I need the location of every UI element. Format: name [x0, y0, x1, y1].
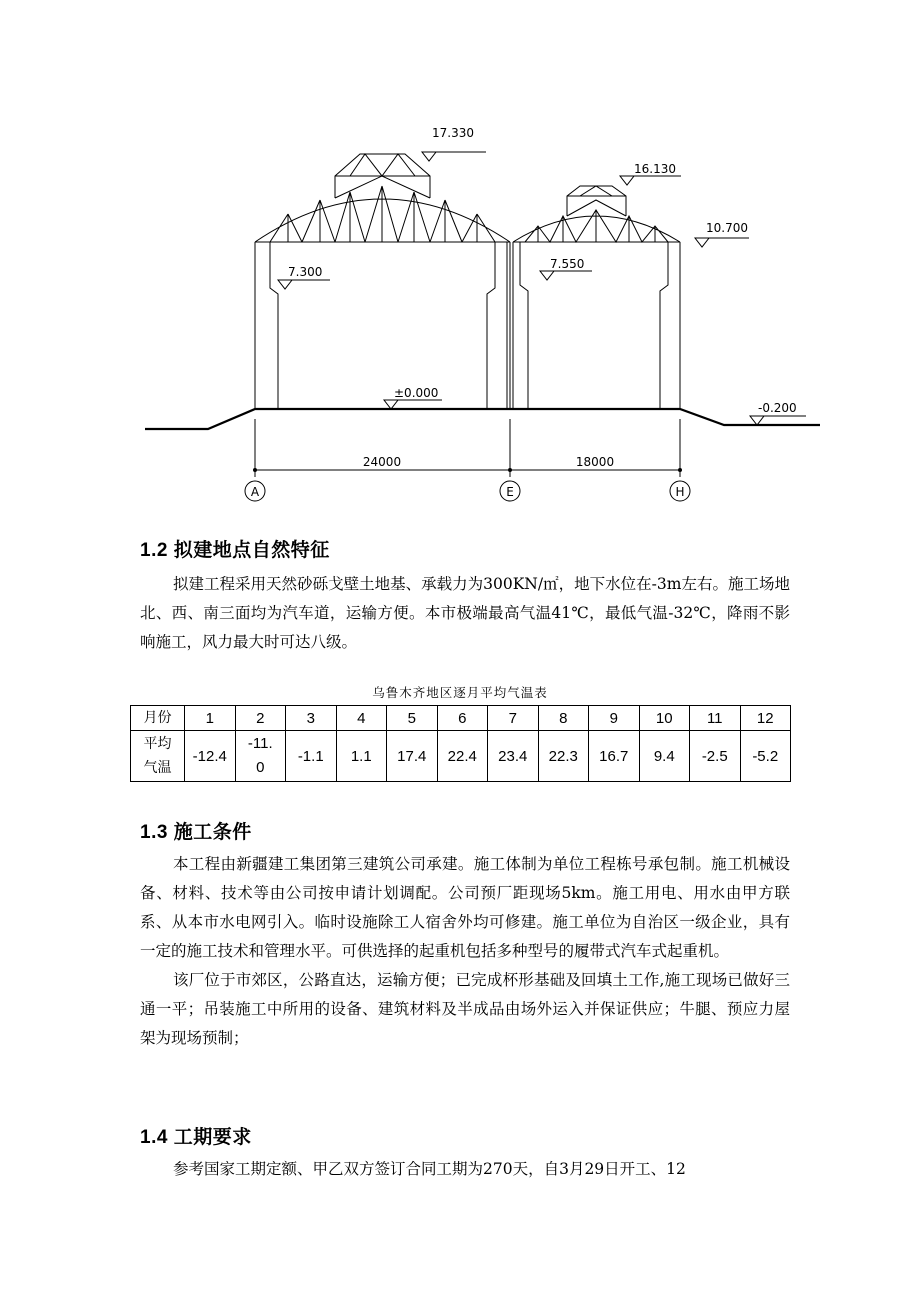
table-cell: 23.4 [488, 731, 539, 782]
table-cell: 5 [387, 706, 438, 731]
table-cell: 22.4 [437, 731, 488, 782]
right-truss [513, 210, 680, 242]
grid-axis-label: A [250, 485, 260, 499]
table-cell: -2.5 [690, 731, 741, 782]
table-row [131, 706, 791, 731]
elevation-label: 7.550 [550, 257, 585, 271]
table-cell: 4 [336, 706, 387, 731]
elevation-label: 16.130 [634, 162, 676, 176]
table-cell: 7 [488, 706, 539, 731]
section-heading: 1.3 施工条件 [140, 822, 252, 843]
table-cell: 1.1 [336, 731, 387, 782]
table-cell: 17.4 [387, 731, 438, 782]
table-cell: -5.2 [740, 731, 791, 782]
elevation-label: -0.200 [758, 401, 797, 415]
table-cell: 10 [639, 706, 690, 731]
dimension-line [255, 419, 680, 477]
paragraph: 拟建工程采用天然砂砾戈壁土地基、承载力为300KN/㎡，地下水位在-3m左右。施工场地北、西、南三面均为汽车道，运输方便。本市极端最高气温41℃，最低气温-32℃，降雨不影响施工，风力最大时可达八级。 [140, 575, 790, 651]
table-cell: 3 [286, 706, 337, 731]
ground-line [145, 409, 820, 429]
section-body [140, 1155, 790, 1184]
elevation-label: 7.300 [288, 265, 323, 279]
table-cell: 2 [235, 706, 286, 731]
temperature-table [130, 705, 791, 782]
table-cell: 16.7 [589, 731, 640, 782]
table-cell: 1 [185, 706, 236, 731]
table-cell: -12.4 [185, 731, 236, 782]
table-cell: 8 [538, 706, 589, 731]
elevation-label: 17.330 [432, 126, 474, 140]
table-cell: 6 [437, 706, 488, 731]
table-cell: 9 [589, 706, 640, 731]
elevation-label: ±0.000 [394, 386, 439, 400]
table-cell: -1.1 [286, 731, 337, 782]
table-cell: 11 [690, 706, 741, 731]
elevation-label: 10.700 [706, 221, 748, 235]
left-truss [255, 186, 510, 242]
dimension-label: 24000 [362, 455, 402, 469]
table-cell: 12 [740, 706, 791, 731]
section-heading: 1.2 拟建地点自然特征 [140, 540, 330, 561]
table-row [131, 731, 791, 782]
paragraph: 该厂位于市郊区，公路直达，运输方便；已完成杯形基础及回填土工作,施工现场已做好三通一平；吊装施工中所用的设备、建筑材料及半成品由场外运入并保证供应；牛腿、预应力屋架为现场预制； [140, 971, 790, 1047]
paragraph: 参考国家工期定额、甲乙双方签订合同工期为270天，自3月29日开工、12 [173, 1160, 686, 1178]
table-cell: 22.3 [538, 731, 589, 782]
building-section-drawing [140, 118, 820, 510]
section-heading: 1.4 工期要求 [140, 1127, 252, 1148]
table-cell: 9.4 [639, 731, 690, 782]
right-bay-outline [513, 242, 680, 409]
row-header: 平均气温 [131, 731, 185, 782]
grid-axis-label: E [506, 485, 514, 499]
paragraph: 本工程由新疆建工集团第三建筑公司承建。施工体制为单位工程栋号承包制。施工机械设备、材料、技术等由公司按申请计划调配。公司预厂距现场5km。施工用电、用水由甲方联系、从本市水电网引入。临时设施除工人宿舍外均可修建。施工单位为自治区一级企业，具有一定的施工技术和管理水平。可供选择的起重机包括多种型号的履带式汽车式起重机。 [140, 855, 790, 960]
section-body [140, 850, 790, 1053]
grid-axis-label: H [675, 485, 685, 499]
row-header: 月份 [131, 706, 185, 731]
section-body [140, 570, 790, 657]
table-cell: -11.0 [235, 731, 286, 782]
dimension-label: 18000 [575, 455, 615, 469]
table-caption: 乌鲁木齐地区逐月平均气温表 [372, 685, 548, 700]
